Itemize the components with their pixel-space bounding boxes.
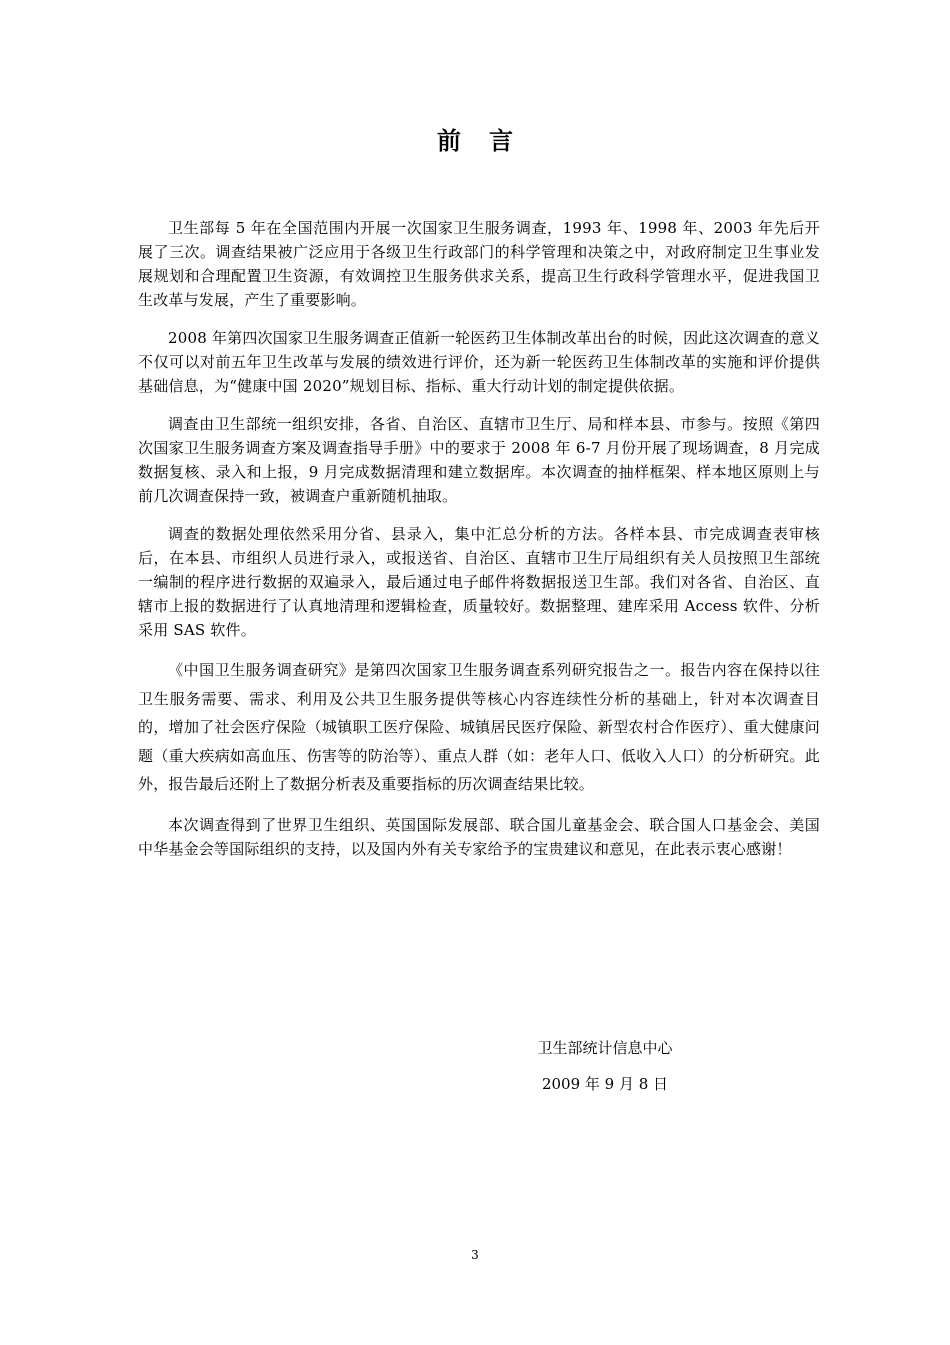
paragraph-5: 《中国卫生服务调查研究》是第四次国家卫生服务调查系列研究报告之一。报告内容在保持以往卫生服务需要、需求、利用及公共卫生服务提供等核心内容连续性分析的基础上，针对本次调查目的，增加了社会医疗保险（城镇职工医疗保险、城镇居民医疗保险、新型农村合作医疗）、重大健康问题（重大疾病如高血压、伤害等的防治等）、重点人群（如：老年人口、低收入人口）的分析研究。此外，报告最后还附上了数据分析表及重要指标的历次调查结果比较。: [138, 661, 820, 794]
paragraph-6: 本次调查得到了世界卫生组织、英国国际发展部、联合国儿童基金会、联合国人口基金会、美国中华基金会等国际组织的支持，以及国内外有关专家给予的宝贵建议和意见，在此表示衷心感谢！: [138, 815, 820, 858]
page-number: 3: [471, 1248, 479, 1262]
signature-organization: 卫生部统计信息中心: [537, 1039, 673, 1057]
paragraph-3: 调查由卫生部统一组织安排，各省、自治区、直辖市卫生厅、局和样本县、市参与。按照《第四次国家卫生服务调查方案及调查指导手册》中的要求于 2008 年 6-7 月份开展了现场调查，8 月完成数据复核、录入和上报，9 月完成数据清理和建立数据库。本次调查的抽样框架、样本地区原则上与前几次调查保持一致，被调查户重新随机抽取。: [138, 415, 820, 505]
paragraph-2: 2008 年第四次国家卫生服务调查正值新一轮医药卫生体制改革出台的时候，因此这次调查的意义不仅可以对前五年卫生改革与发展的绩效进行评价，还为新一轮医药卫生体制改革的实施和评价提供基础信息，为“健康中国 2020”规划目标、指标、重大行动计划的制定提供依据。: [138, 329, 820, 395]
page-title: 前言: [437, 127, 541, 155]
preface-body: [138, 216, 820, 875]
paragraph-1: 卫生部每 5 年在全国范围内开展一次国家卫生服务调查，1993 年、1998 年、2003 年先后开展了三次。调查结果被广泛应用于各级卫生行政部门的科学管理和决策之中，对政府制定卫生事业发展规划和合理配置卫生资源，有效调控卫生服务供求关系，提高卫生行政科学管理水平，促进我国卫生改革与发展，产生了重要影响。: [138, 219, 820, 309]
paragraph-4: 调查的数据处理依然采用分省、县录入，集中汇总分析的方法。各样本县、市完成调查表审核后，在本县、市组织人员进行录入，或报送省、自治区、直辖市卫生厅局组织有关人员按照卫生部统一编制的程序进行数据的双遍录入，最后通过电子邮件将数据报送卫生部。我们对各省、自治区、直辖市上报的数据进行了认真地清理和逻辑检查，质量较好。数据整理、建库采用 Access 软件、分析采用 SAS 软件。: [138, 525, 820, 639]
signature-date: 2009 年 9 月 8 日: [541, 1075, 669, 1093]
